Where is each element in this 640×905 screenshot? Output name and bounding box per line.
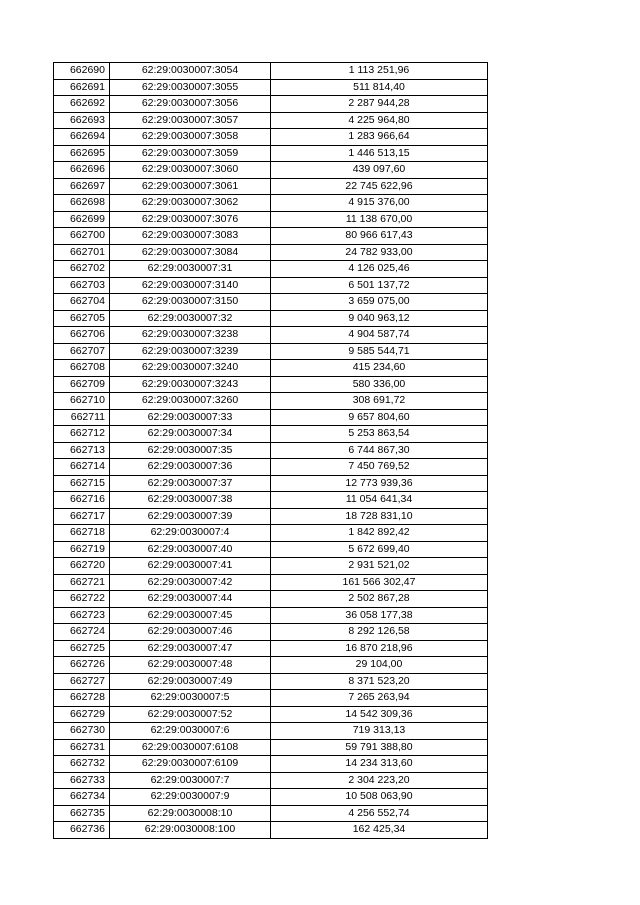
row-number-cell: 662736	[54, 822, 110, 839]
cadastral-value-cell: 14 234 313,60	[271, 756, 488, 773]
cadastral-value-cell: 8 371 523,20	[271, 673, 488, 690]
table-row	[54, 426, 488, 443]
cadastral-value-cell: 9 657 804,60	[271, 409, 488, 426]
cadastral-value-cell: 162 425,34	[271, 822, 488, 839]
cadastral-number-cell: 62:29:0030007:3059	[110, 145, 271, 162]
cadastral-value-cell: 2 287 944,28	[271, 96, 488, 113]
cadastral-number-cell: 62:29:0030007:3058	[110, 129, 271, 146]
cadastral-value-cell: 29 104,00	[271, 657, 488, 674]
cadastral-value-cell: 1 113 251,96	[271, 63, 488, 80]
row-number-cell: 662709	[54, 376, 110, 393]
cadastral-value-cell: 16 870 218,96	[271, 640, 488, 657]
cadastral-value-cell: 4 904 587,74	[271, 327, 488, 344]
cadastral-value-cell: 14 542 309,36	[271, 706, 488, 723]
cadastral-number-cell: 62:29:0030007:3260	[110, 393, 271, 410]
cadastral-value-cell: 9 585 544,71	[271, 343, 488, 360]
cadastral-number-cell: 62:29:0030007:6109	[110, 756, 271, 773]
row-number-cell: 662700	[54, 228, 110, 245]
table-row	[54, 195, 488, 212]
cadastral-value-cell: 4 225 964,80	[271, 112, 488, 129]
cadastral-number-cell: 62:29:0030007:32	[110, 310, 271, 327]
table-row	[54, 244, 488, 261]
cadastral-value-cell: 8 292 126,58	[271, 624, 488, 641]
row-number-cell: 662703	[54, 277, 110, 294]
table-row	[54, 657, 488, 674]
cadastral-number-cell: 62:29:0030007:48	[110, 657, 271, 674]
cadastral-value-table	[53, 62, 488, 839]
cadastral-value-cell: 36 058 177,38	[271, 607, 488, 624]
table-row	[54, 96, 488, 113]
cadastral-value-cell: 1 446 513,15	[271, 145, 488, 162]
cadastral-value-cell: 22 745 622,96	[271, 178, 488, 195]
cadastral-number-cell: 62:29:0030007:5	[110, 690, 271, 707]
cadastral-value-cell: 2 502 867,28	[271, 591, 488, 608]
row-number-cell: 662702	[54, 261, 110, 278]
cadastral-number-cell: 62:29:0030007:45	[110, 607, 271, 624]
cadastral-number-cell: 62:29:0030007:42	[110, 574, 271, 591]
row-number-cell: 662724	[54, 624, 110, 641]
row-number-cell: 662729	[54, 706, 110, 723]
cadastral-value-cell: 4 126 025,46	[271, 261, 488, 278]
table-row	[54, 145, 488, 162]
row-number-cell: 662692	[54, 96, 110, 113]
table-row	[54, 756, 488, 773]
table-row	[54, 624, 488, 641]
table-row	[54, 492, 488, 509]
cadastral-number-cell: 62:29:0030007:3076	[110, 211, 271, 228]
cadastral-value-cell: 59 791 388,80	[271, 739, 488, 756]
table-row	[54, 442, 488, 459]
cadastral-number-cell: 62:29:0030007:3083	[110, 228, 271, 245]
table-row	[54, 310, 488, 327]
row-number-cell: 662690	[54, 63, 110, 80]
cadastral-value-cell: 308 691,72	[271, 393, 488, 410]
cadastral-number-cell: 62:29:0030007:3054	[110, 63, 271, 80]
cadastral-value-cell: 161 566 302,47	[271, 574, 488, 591]
row-number-cell: 662698	[54, 195, 110, 212]
cadastral-number-cell: 62:29:0030007:9	[110, 789, 271, 806]
row-number-cell: 662715	[54, 475, 110, 492]
table-row	[54, 723, 488, 740]
table-row	[54, 591, 488, 608]
cadastral-number-cell: 62:29:0030007:6108	[110, 739, 271, 756]
cadastral-value-cell: 9 040 963,12	[271, 310, 488, 327]
cadastral-number-cell: 62:29:0030007:3062	[110, 195, 271, 212]
row-number-cell: 662727	[54, 673, 110, 690]
cadastral-value-cell: 5 672 699,40	[271, 541, 488, 558]
cadastral-value-cell: 80 966 617,43	[271, 228, 488, 245]
table-row	[54, 79, 488, 96]
cadastral-value-cell: 7 265 263,94	[271, 690, 488, 707]
table-row	[54, 162, 488, 179]
table-row	[54, 459, 488, 476]
cadastral-number-cell: 62:29:0030007:46	[110, 624, 271, 641]
table-row	[54, 178, 488, 195]
table-row	[54, 112, 488, 129]
cadastral-number-cell: 62:29:0030007:33	[110, 409, 271, 426]
cadastral-number-cell: 62:29:0030007:7	[110, 772, 271, 789]
cadastral-value-cell: 580 336,00	[271, 376, 488, 393]
table-row	[54, 805, 488, 822]
row-number-cell: 662701	[54, 244, 110, 261]
row-number-cell: 662695	[54, 145, 110, 162]
cadastral-value-cell: 3 659 075,00	[271, 294, 488, 311]
cadastral-value-cell: 2 304 223,20	[271, 772, 488, 789]
row-number-cell: 662711	[54, 409, 110, 426]
cadastral-number-cell: 62:29:0030007:3056	[110, 96, 271, 113]
table-row	[54, 822, 488, 839]
row-number-cell: 662710	[54, 393, 110, 410]
row-number-cell: 662731	[54, 739, 110, 756]
row-number-cell: 662699	[54, 211, 110, 228]
table-row	[54, 277, 488, 294]
table-row	[54, 690, 488, 707]
table-row	[54, 541, 488, 558]
table-row	[54, 772, 488, 789]
cadastral-number-cell: 62:29:0030007:3060	[110, 162, 271, 179]
table-row	[54, 739, 488, 756]
row-number-cell: 662697	[54, 178, 110, 195]
cadastral-value-cell: 11 054 641,34	[271, 492, 488, 509]
row-number-cell: 662714	[54, 459, 110, 476]
cadastral-value-cell: 18 728 831,10	[271, 508, 488, 525]
row-number-cell: 662712	[54, 426, 110, 443]
row-number-cell: 662728	[54, 690, 110, 707]
cadastral-value-cell: 7 450 769,52	[271, 459, 488, 476]
table-row	[54, 607, 488, 624]
row-number-cell: 662722	[54, 591, 110, 608]
table-row	[54, 343, 488, 360]
table-row	[54, 393, 488, 410]
row-number-cell: 662720	[54, 558, 110, 575]
row-number-cell: 662706	[54, 327, 110, 344]
cadastral-value-cell: 6 501 137,72	[271, 277, 488, 294]
row-number-cell: 662693	[54, 112, 110, 129]
row-number-cell: 662719	[54, 541, 110, 558]
row-number-cell: 662694	[54, 129, 110, 146]
cadastral-value-cell: 10 508 063,90	[271, 789, 488, 806]
cadastral-number-cell: 62:29:0030007:4	[110, 525, 271, 542]
table-row	[54, 211, 488, 228]
cadastral-number-cell: 62:29:0030007:3239	[110, 343, 271, 360]
cadastral-number-cell: 62:29:0030007:39	[110, 508, 271, 525]
row-number-cell: 662718	[54, 525, 110, 542]
table-row	[54, 360, 488, 377]
table-row	[54, 558, 488, 575]
row-number-cell: 662707	[54, 343, 110, 360]
cadastral-value-cell: 439 097,60	[271, 162, 488, 179]
table-row	[54, 228, 488, 245]
table-row	[54, 294, 488, 311]
table-row	[54, 63, 488, 80]
cadastral-value-cell: 11 138 670,00	[271, 211, 488, 228]
cadastral-value-cell: 1 842 892,42	[271, 525, 488, 542]
table-row	[54, 327, 488, 344]
row-number-cell: 662733	[54, 772, 110, 789]
cadastral-number-cell: 62:29:0030007:40	[110, 541, 271, 558]
cadastral-value-cell: 2 931 521,02	[271, 558, 488, 575]
cadastral-number-cell: 62:29:0030007:6	[110, 723, 271, 740]
cadastral-number-cell: 62:29:0030007:3140	[110, 277, 271, 294]
cadastral-number-cell: 62:29:0030007:37	[110, 475, 271, 492]
cadastral-number-cell: 62:29:0030007:52	[110, 706, 271, 723]
row-number-cell: 662717	[54, 508, 110, 525]
row-number-cell: 662735	[54, 805, 110, 822]
row-number-cell: 662723	[54, 607, 110, 624]
table-row	[54, 640, 488, 657]
cadastral-number-cell: 62:29:0030007:47	[110, 640, 271, 657]
table-row	[54, 475, 488, 492]
cadastral-number-cell: 62:29:0030007:36	[110, 459, 271, 476]
row-number-cell: 662708	[54, 360, 110, 377]
row-number-cell: 662696	[54, 162, 110, 179]
table-row	[54, 525, 488, 542]
cadastral-number-cell: 62:29:0030007:3150	[110, 294, 271, 311]
cadastral-number-cell: 62:29:0030007:44	[110, 591, 271, 608]
cadastral-number-cell: 62:29:0030007:3238	[110, 327, 271, 344]
table-row	[54, 574, 488, 591]
table-row	[54, 261, 488, 278]
table-row	[54, 376, 488, 393]
table-row	[54, 673, 488, 690]
cadastral-number-cell: 62:29:0030008:100	[110, 822, 271, 839]
table-row	[54, 789, 488, 806]
table-body	[54, 63, 488, 839]
row-number-cell: 662716	[54, 492, 110, 509]
row-number-cell: 662713	[54, 442, 110, 459]
cadastral-value-cell: 415 234,60	[271, 360, 488, 377]
row-number-cell: 662725	[54, 640, 110, 657]
table-row	[54, 706, 488, 723]
row-number-cell: 662732	[54, 756, 110, 773]
row-number-cell: 662691	[54, 79, 110, 96]
cadastral-value-cell: 4 256 552,74	[271, 805, 488, 822]
cadastral-number-cell: 62:29:0030007:3057	[110, 112, 271, 129]
cadastral-value-cell: 4 915 376,00	[271, 195, 488, 212]
cadastral-number-cell: 62:29:0030007:41	[110, 558, 271, 575]
cadastral-number-cell: 62:29:0030007:38	[110, 492, 271, 509]
cadastral-number-cell: 62:29:0030007:3061	[110, 178, 271, 195]
row-number-cell: 662726	[54, 657, 110, 674]
cadastral-number-cell: 62:29:0030007:3084	[110, 244, 271, 261]
cadastral-value-cell: 24 782 933,00	[271, 244, 488, 261]
cadastral-number-cell: 62:29:0030007:49	[110, 673, 271, 690]
row-number-cell: 662730	[54, 723, 110, 740]
cadastral-value-cell: 511 814,40	[271, 79, 488, 96]
cadastral-number-cell: 62:29:0030007:34	[110, 426, 271, 443]
cadastral-number-cell: 62:29:0030007:3055	[110, 79, 271, 96]
table-row	[54, 508, 488, 525]
cadastral-value-cell: 719 313,13	[271, 723, 488, 740]
cadastral-number-cell: 62:29:0030007:3243	[110, 376, 271, 393]
row-number-cell: 662704	[54, 294, 110, 311]
row-number-cell: 662721	[54, 574, 110, 591]
table-row	[54, 409, 488, 426]
cadastral-value-cell: 6 744 867,30	[271, 442, 488, 459]
cadastral-number-cell: 62:29:0030008:10	[110, 805, 271, 822]
row-number-cell: 662705	[54, 310, 110, 327]
cadastral-number-cell: 62:29:0030007:31	[110, 261, 271, 278]
table-row	[54, 129, 488, 146]
cadastral-value-cell: 1 283 966,64	[271, 129, 488, 146]
cadastral-value-cell: 12 773 939,36	[271, 475, 488, 492]
cadastral-number-cell: 62:29:0030007:3240	[110, 360, 271, 377]
cadastral-number-cell: 62:29:0030007:35	[110, 442, 271, 459]
row-number-cell: 662734	[54, 789, 110, 806]
cadastral-value-cell: 5 253 863,54	[271, 426, 488, 443]
